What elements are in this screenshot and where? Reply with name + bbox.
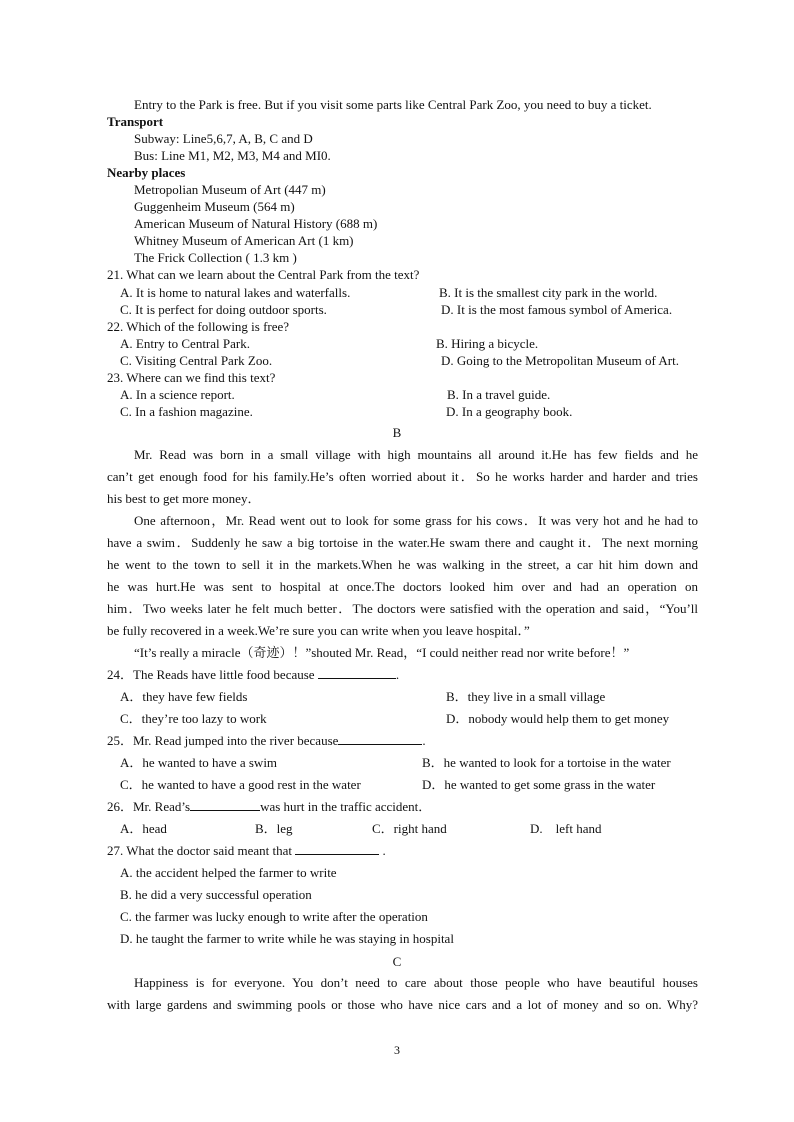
section-c-heading: C [392, 954, 402, 969]
paragraph-line: he went to the town to sell it in the markets.When he was walking in the street, a car hit him down and [107, 557, 698, 572]
q26-option-c: C．right hand [372, 821, 447, 836]
paragraph-line: One afternoon，Mr. Read went out to look for some grass for his cows．It was very hot and he had to [134, 513, 698, 528]
q24-option-a: A．they have few fields [120, 689, 248, 704]
q26-stem-text: 26．Mr. Read’s [107, 799, 191, 814]
q26-stem-end: was hurt in the traffic accident． [260, 799, 432, 814]
subway-line: Subway: Line5,6,7, A, B, C and D [134, 131, 313, 146]
nearby-place: Guggenheim Museum (564 m) [134, 199, 295, 214]
q22-stem: 22. Which of the following is free? [107, 319, 290, 334]
q25-option-c: C．he wanted to have a good rest in the water [120, 777, 361, 792]
paragraph-line: Happiness is for everyone. You don’t need to care about those people who have beautiful houses [134, 975, 698, 990]
q24-option-c: C．they’re too lazy to work [120, 711, 267, 726]
q23-option-c: C. In a fashion magazine. [120, 404, 253, 419]
q23-option-d: D. In a geography book. [446, 404, 573, 419]
q23-option-b: B. In a travel guide. [447, 387, 551, 402]
q26-stem [107, 799, 431, 815]
q21-option-b: B. It is the smallest city park in the world. [439, 285, 658, 300]
q21-stem: 21. What can we learn about the Central Park from the text? [107, 267, 420, 282]
q27-stem-text: 27. What the doctor said meant that [107, 843, 292, 858]
q27-option-d: D. he taught the farmer to write while he was staying in hospital [120, 931, 454, 946]
paragraph-line: be fully recovered in a week.We’re sure you can write when you leave hospital．” [107, 623, 530, 638]
paragraph-line: with large gardens and swimming pools or those who have nice cars and a lot of money and so on. Why? [107, 997, 698, 1012]
paragraph-line: Mr. Read was born in a small village with high mountains all around it.He has few fields and he [134, 447, 698, 462]
transport-heading: Transport [107, 114, 164, 129]
entry-line: Entry to the Park is free. But if you visit some parts like Central Park Zoo, you need to buy a ticket. [134, 97, 652, 112]
nearby-place: Whitney Museum of American Art (1 km) [134, 233, 354, 248]
answer-blank [338, 733, 422, 745]
q27-stem [107, 843, 386, 859]
q22-option-d: D. Going to the Metropolitan Museum of Art. [441, 353, 679, 368]
page-number: 3 [394, 1043, 400, 1057]
q27-option-a: A. the accident helped the farmer to write [120, 865, 337, 880]
nearby-place: American Museum of Natural History (688 m) [134, 216, 378, 231]
bus-line: Bus: Line M1, M2, M3, M4 and MI0. [134, 148, 331, 163]
paragraph-line: him．Two weeks later he felt much better．The doctors were satisfied with the operation and said，“You’ll [107, 601, 698, 616]
q26-option-a: A．head [120, 821, 167, 836]
q21-option-d: D. It is the most famous symbol of America. [441, 302, 673, 317]
q24-option-b: B．they live in a small village [446, 689, 606, 704]
q24-stem [107, 667, 399, 683]
answer-blank [190, 799, 260, 811]
paragraph-line: his best to get more money． [107, 491, 261, 506]
paragraph-line: can’t get enough food for his family.He’s often worried about it．So he works harder and harder and tries [107, 469, 698, 484]
q25-option-b: B．he wanted to look for a tortoise in the water [422, 755, 671, 770]
nearby-place: The Frick Collection ( 1.3 km ) [134, 250, 297, 265]
paragraph-line: have a swim．Suddenly he saw a big tortoise in the water.He swam there and caught it．The next morning [107, 535, 698, 550]
section-b-heading: B [392, 425, 402, 440]
q23-stem: 23. Where can we find this text? [107, 370, 276, 385]
q27-option-c: C. the farmer was lucky enough to write after the operation [120, 909, 428, 924]
q24-stem-text: 24．The Reads have little food because [107, 667, 315, 682]
q25-stem-end: . [422, 733, 426, 748]
q24-stem-end: . [395, 667, 400, 682]
q25-stem [107, 733, 426, 749]
nearby-place: Metropolian Museum of Art (447 m) [134, 182, 326, 197]
paragraph-line: he was hurt.He was sent to hospital at once.The doctors looked him over and had an operation on [107, 579, 698, 594]
q22-option-c: C. Visiting Central Park Zoo. [120, 353, 273, 368]
paragraph-line: “It’s really a miracle（奇迹）！”shouted Mr. Read，“I could neither read nor write before！” [134, 645, 630, 660]
q27-stem-end: . [382, 843, 386, 858]
q22-option-b: B. Hiring a bicycle. [436, 336, 539, 351]
q25-stem-text: 25．Mr. Read jumped into the river because [107, 733, 339, 748]
nearby-heading: Nearby places [107, 165, 186, 180]
q25-option-a: A．he wanted to have a swim [120, 755, 278, 770]
q26-option-b: B．leg [255, 821, 293, 836]
answer-blank [318, 667, 396, 679]
q24-option-d: D．nobody would help them to get money [446, 711, 670, 726]
q25-option-d: D．he wanted to get some grass in the water [422, 777, 656, 792]
answer-blank [295, 843, 379, 855]
q21-option-c: C. It is perfect for doing outdoor sports. [120, 302, 327, 317]
q21-option-a: A. It is home to natural lakes and waterfalls. [120, 285, 351, 300]
q27-option-b: B. he did a very successful operation [120, 887, 312, 902]
q22-option-a: A. Entry to Central Park. [120, 336, 250, 351]
q23-option-a: A. In a science report. [120, 387, 235, 402]
q26-option-d: D. left hand [530, 821, 602, 836]
